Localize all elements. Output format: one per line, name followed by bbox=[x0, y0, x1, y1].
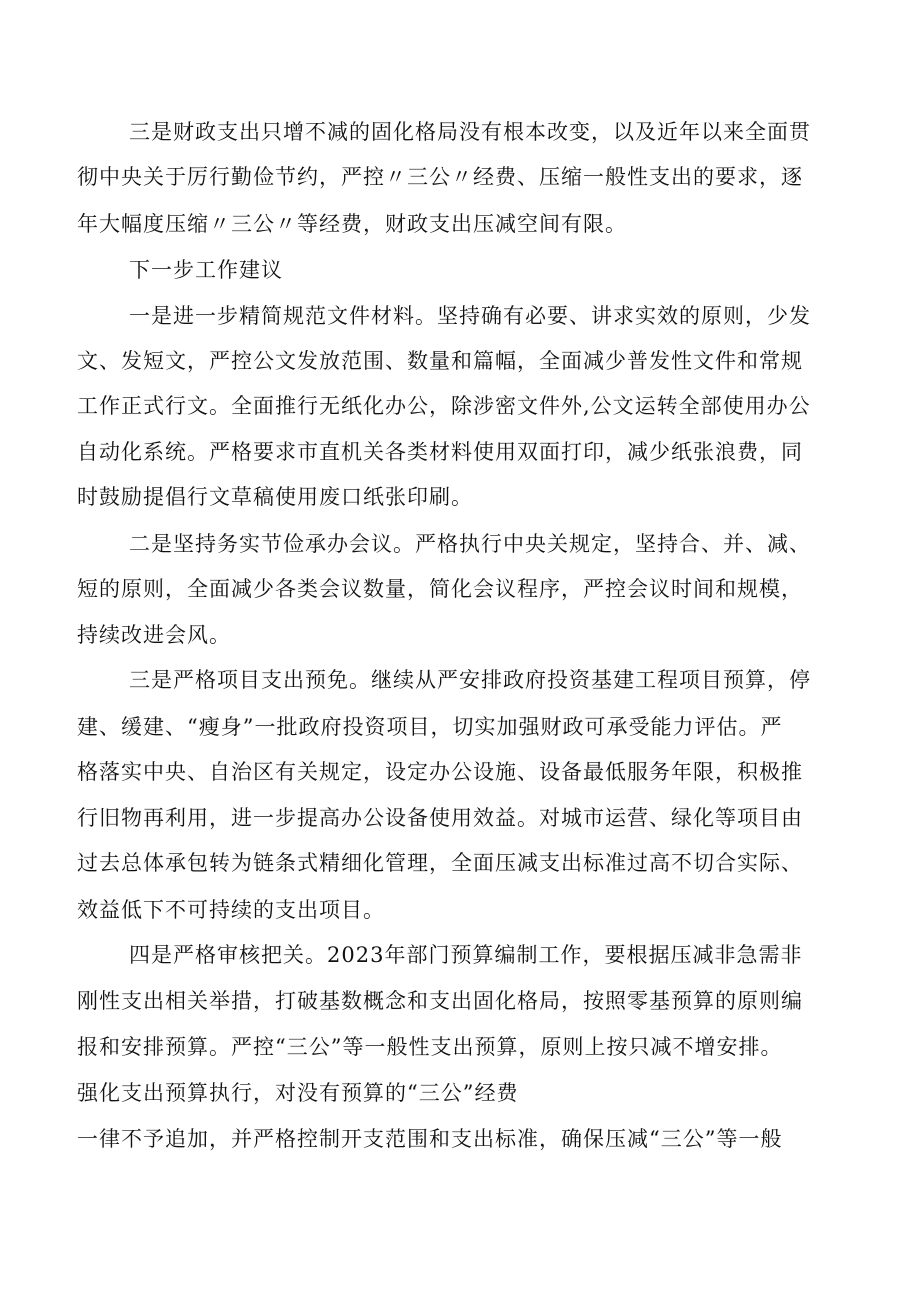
text-line: 短的原则，全面减少各类会议数量，简化会议程序，严控会议时间和规模， bbox=[77, 577, 803, 601]
section-heading: 下一步工作建议 bbox=[129, 258, 283, 282]
text-line: 文、发短文，严控公文发放范围、数量和篇幅，全面减少普发性文件和常规 bbox=[77, 349, 803, 373]
text-line: 持续改进会风。 bbox=[77, 623, 231, 647]
text-line: 建、缓建、“瘦身”一批政府投资项目，切实加强财政可承受能力评估。严 bbox=[77, 715, 783, 739]
text-line: 效益低下不可持续的支出项目。 bbox=[77, 898, 385, 922]
text-line: 一是进一步精简规范文件材料。坚持确有必要、讲求实效的原则，少发 bbox=[129, 304, 811, 328]
text-line: 报和安排预算。严控“三公”等一般性支出预算，原则上按只减不增安排。 bbox=[77, 1035, 783, 1059]
text-line: 时鼓励提倡行文草稿使用废口纸张印刷。 bbox=[77, 485, 473, 509]
text-line: 年大幅度压缩〃三公〃等经费，财政支出压减空间有限。 bbox=[77, 212, 627, 236]
text-line: 三是财政支出只增不减的固化格局没有根本改变，以及近年以来全面贯 bbox=[129, 120, 811, 144]
text-line: 自动化系统。严格要求市直机关各类材料使用双面打印，减少纸张浪费，同 bbox=[77, 440, 803, 464]
text-line: 二是坚持务实节俭承办会议。严格执行中央关规定，坚持合、并、减、 bbox=[129, 532, 811, 556]
text-line: 刚性支出相关举措，打破基数概念和支出固化格局，按照零基预算的原则编 bbox=[77, 989, 803, 1013]
text-line: 过去总体承包转为链条式精细化管理，全面压减支出标准过高不切合实际、 bbox=[77, 851, 803, 875]
text-line: 彻中央关于厉行勤俭节约，严控〃三公〃经费、压缩一般性支出的要求，逐 bbox=[77, 165, 803, 189]
text-line: 格落实中央、自治区有关规定，设定办公设施、设备最低服务年限，积极推 bbox=[77, 760, 803, 784]
text-line: 四是严格审核把关。2023年部门预算编制工作，要根据压减非急需非 bbox=[129, 943, 803, 967]
text-line: 行旧物再利用，进一步提高办公设备使用效益。对城市运营、绿化等项目由 bbox=[77, 806, 803, 830]
text-line: 一律不予追加，并严格控制开支范围和支出标准，确保压减“三公”等一般 bbox=[77, 1127, 783, 1151]
text-line: 工作正式行文。全面推行无纸化办公，除涉密文件外,公文运转全部使用办公 bbox=[77, 394, 811, 418]
text-line: 三是严格项目支出预免。继续从严安排政府投资基建工程项目预算，停 bbox=[129, 668, 811, 692]
text-line: 强化支出预算执行，对没有预算的“三公”经费 bbox=[77, 1081, 519, 1105]
